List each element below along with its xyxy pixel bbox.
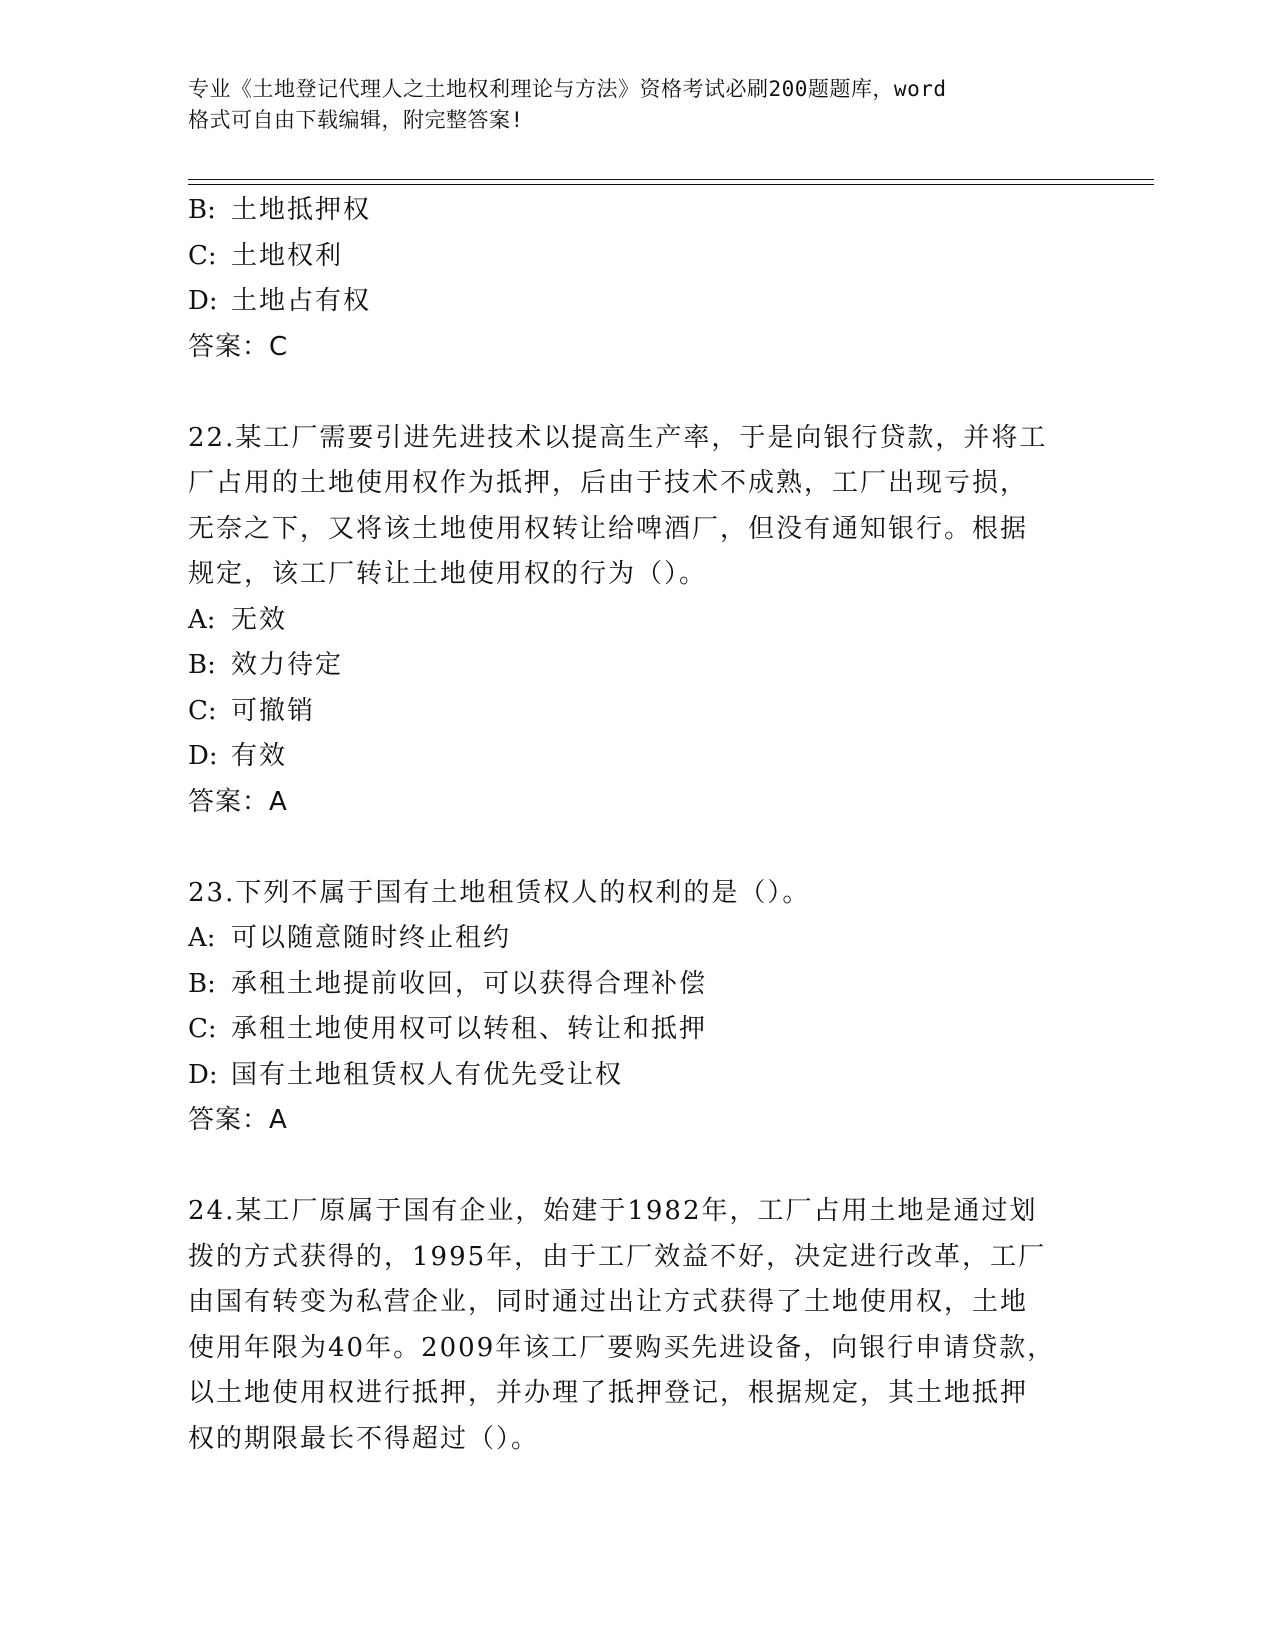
question-content	[188, 188, 1078, 1462]
option-a	[188, 598, 1078, 644]
option-letter: B:	[188, 968, 216, 999]
spacer	[188, 825, 1078, 871]
question-text-line: 拨的方式获得的，1995年，由于工厂效益不好，决定进行改革，工厂	[188, 1241, 1047, 1272]
question-text-line: 权的期限最长不得超过（）。	[188, 1423, 540, 1454]
question-text-line: 由国有转变为私营企业，同时通过出让方式获得了土地使用权，土地	[188, 1287, 1029, 1317]
option-c	[188, 1007, 1078, 1053]
answer-line: 答案：A	[188, 786, 288, 817]
option-a	[188, 916, 1078, 962]
option-text: 国有土地租赁权人有优先受让权	[231, 1059, 624, 1090]
option-letter: A:	[188, 923, 216, 953]
answer-line: 答案：C	[188, 331, 289, 362]
option-text: 土地占有权	[231, 286, 372, 316]
question-text-line: 无奈之下，又将该土地使用权转让给啤酒厂，但没有通知银行。根据	[188, 513, 1029, 544]
option-letter: D:	[188, 741, 218, 771]
question-text-line: 使用年限为40年。2009年该工厂要购买先进设备，向银行申请贷款，	[188, 1332, 1056, 1363]
option-letter: C:	[188, 1014, 217, 1044]
option-letter: C:	[188, 240, 217, 271]
option-text: 承租土地使用权可以转租、转让和抵押	[231, 1014, 708, 1044]
question-text-line: 以土地使用权进行抵押，并办理了抵押登记，根据规定，其土地抵押	[188, 1378, 1029, 1408]
question-text-line: 22.某工厂需要引进先进技术以提高生产率，于是向银行贷款，并将工	[188, 422, 1048, 453]
option-text: 土地权利	[231, 240, 344, 271]
option-b	[188, 188, 1078, 234]
option-c	[188, 234, 1078, 280]
header-divider-top	[188, 179, 1154, 180]
document-header	[188, 74, 1068, 136]
prev-question	[188, 188, 1078, 370]
option-letter: D:	[188, 286, 218, 316]
question-text-line: 厂占用的土地使用权作为抵押，后由于技术不成熟，工厂出现亏损，	[188, 468, 1029, 498]
question-22	[188, 416, 1078, 826]
option-d	[188, 1053, 1078, 1099]
option-b	[188, 643, 1078, 689]
option-letter: A:	[188, 604, 216, 635]
option-c	[188, 689, 1078, 735]
question-24	[188, 1189, 1078, 1462]
option-text: 有效	[231, 741, 288, 771]
header-line-2: 格式可自由下载编辑，附完整答案!	[188, 108, 524, 132]
option-letter: C:	[188, 695, 217, 726]
header-line-1: 专业《土地登记代理人之土地权利理论与方法》资格考试必刷200题题库，word	[188, 77, 947, 101]
option-text: 无效	[231, 604, 288, 635]
option-letter: B:	[188, 650, 216, 680]
option-text: 土地抵押权	[231, 195, 372, 225]
question-text-line: 24.某工厂原属于国有企业，始建于1982年，工厂占用土地是通过划	[188, 1196, 1038, 1226]
option-d	[188, 279, 1078, 325]
option-text: 承租土地提前收回，可以获得合理补偿	[231, 968, 708, 999]
header-divider-bottom	[188, 184, 1154, 185]
option-text: 可以随意随时终止租约	[231, 923, 512, 953]
option-text: 效力待定	[231, 650, 344, 680]
option-d	[188, 734, 1078, 780]
question-23	[188, 871, 1078, 1144]
spacer	[188, 370, 1078, 416]
answer-line: 答案：A	[188, 1105, 288, 1135]
option-b	[188, 962, 1078, 1008]
option-text: 可撤销	[231, 695, 316, 726]
option-letter: D:	[188, 1059, 218, 1090]
question-text-line: 23.下列不属于国有土地租赁权人的权利的是（）。	[188, 877, 811, 908]
option-letter: B:	[188, 195, 216, 225]
spacer	[188, 1144, 1078, 1190]
question-text-line: 规定，该工厂转让土地使用权的行为（）。	[188, 559, 708, 589]
